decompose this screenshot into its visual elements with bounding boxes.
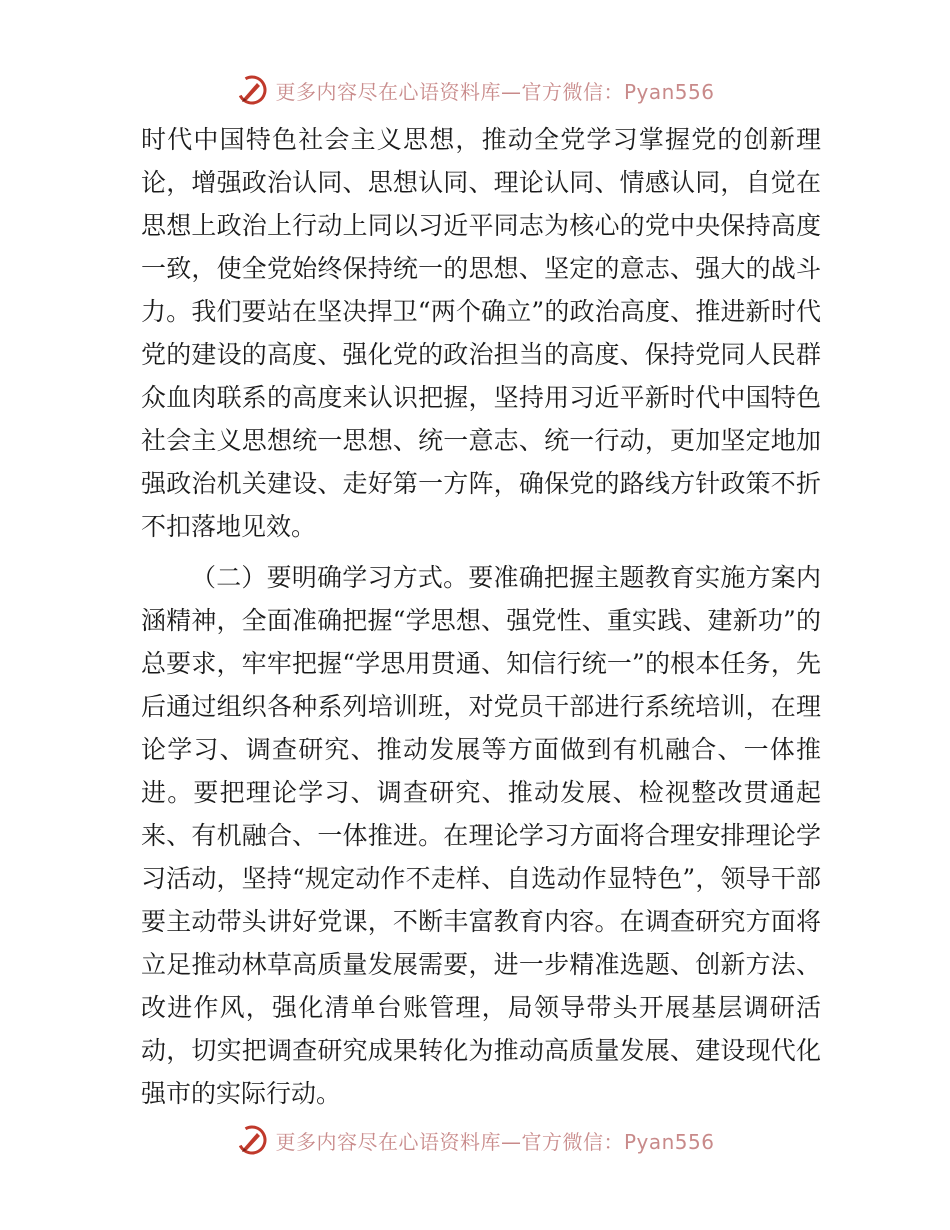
footer-watermark	[0, 1122, 950, 1158]
watermark-text: 更多内容尽在心语资料库—官方微信：Pyan556	[275, 1129, 715, 1154]
paragraph-1: 时代中国特色社会主义思想，推动全党学习掌握党的创新理论，增强政治认同、思想认同、理论认同、情感认同，自觉在思想上政治上行动上同以习近平同志为核心的党中央保持高度一致，使全党始终保持统一的思想、坚定的意志、强大的战斗力。我们要站在坚决捍卫“两个确立”的政治高度、推进新时代党的建设的高度、强化党的政治担当的高度、保持党同人民群众血肉联系的高度来认识把握，坚持用习近平新时代中国特色社会主义思想统一思想、统一意志、统一行动，更加坚定地加强政治机关建设、走好第一方阵，确保党的路线方针政策不折不扣落地见效。	[141, 125, 821, 541]
header-watermark	[0, 72, 950, 108]
pen-brush-logo-icon	[235, 73, 269, 107]
pen-brush-logo-icon	[235, 1123, 269, 1157]
watermark-text: 更多内容尽在心语资料库—官方微信：Pyan556	[275, 79, 715, 104]
paragraph-2: （二）要明确学习方式。要准确把握主题教育实施方案内涵精神，全面准确把握“学思想、强党性、重实践、建新功”的总要求，牢牢把握“学思用贯通、知信行统一”的根本任务，先后通过组织各种系列培训班，对党员干部进行系统培训，在理论学习、调查研究、推动发展等方面做到有机融合、一体推进。要把理论学习、调查研究、推动发展、检视整改贯通起来、有机融合、一体推进。在理论学习方面将合理安排理论学习活动，坚持“规定动作不走样、自选动作显特色”，领导干部要主动带头讲好党课，不断丰富教育内容。在调查研究方面将立足推动林草高质量发展需要，进一步精准选题、创新方法、改进作风，强化清单台账管理，局领导带头开展基层调研活动，切实把调查研究成果转化为推动高质量发展、建设现代化强市的实际行动。	[141, 563, 821, 1108]
document-body	[141, 118, 821, 1115]
